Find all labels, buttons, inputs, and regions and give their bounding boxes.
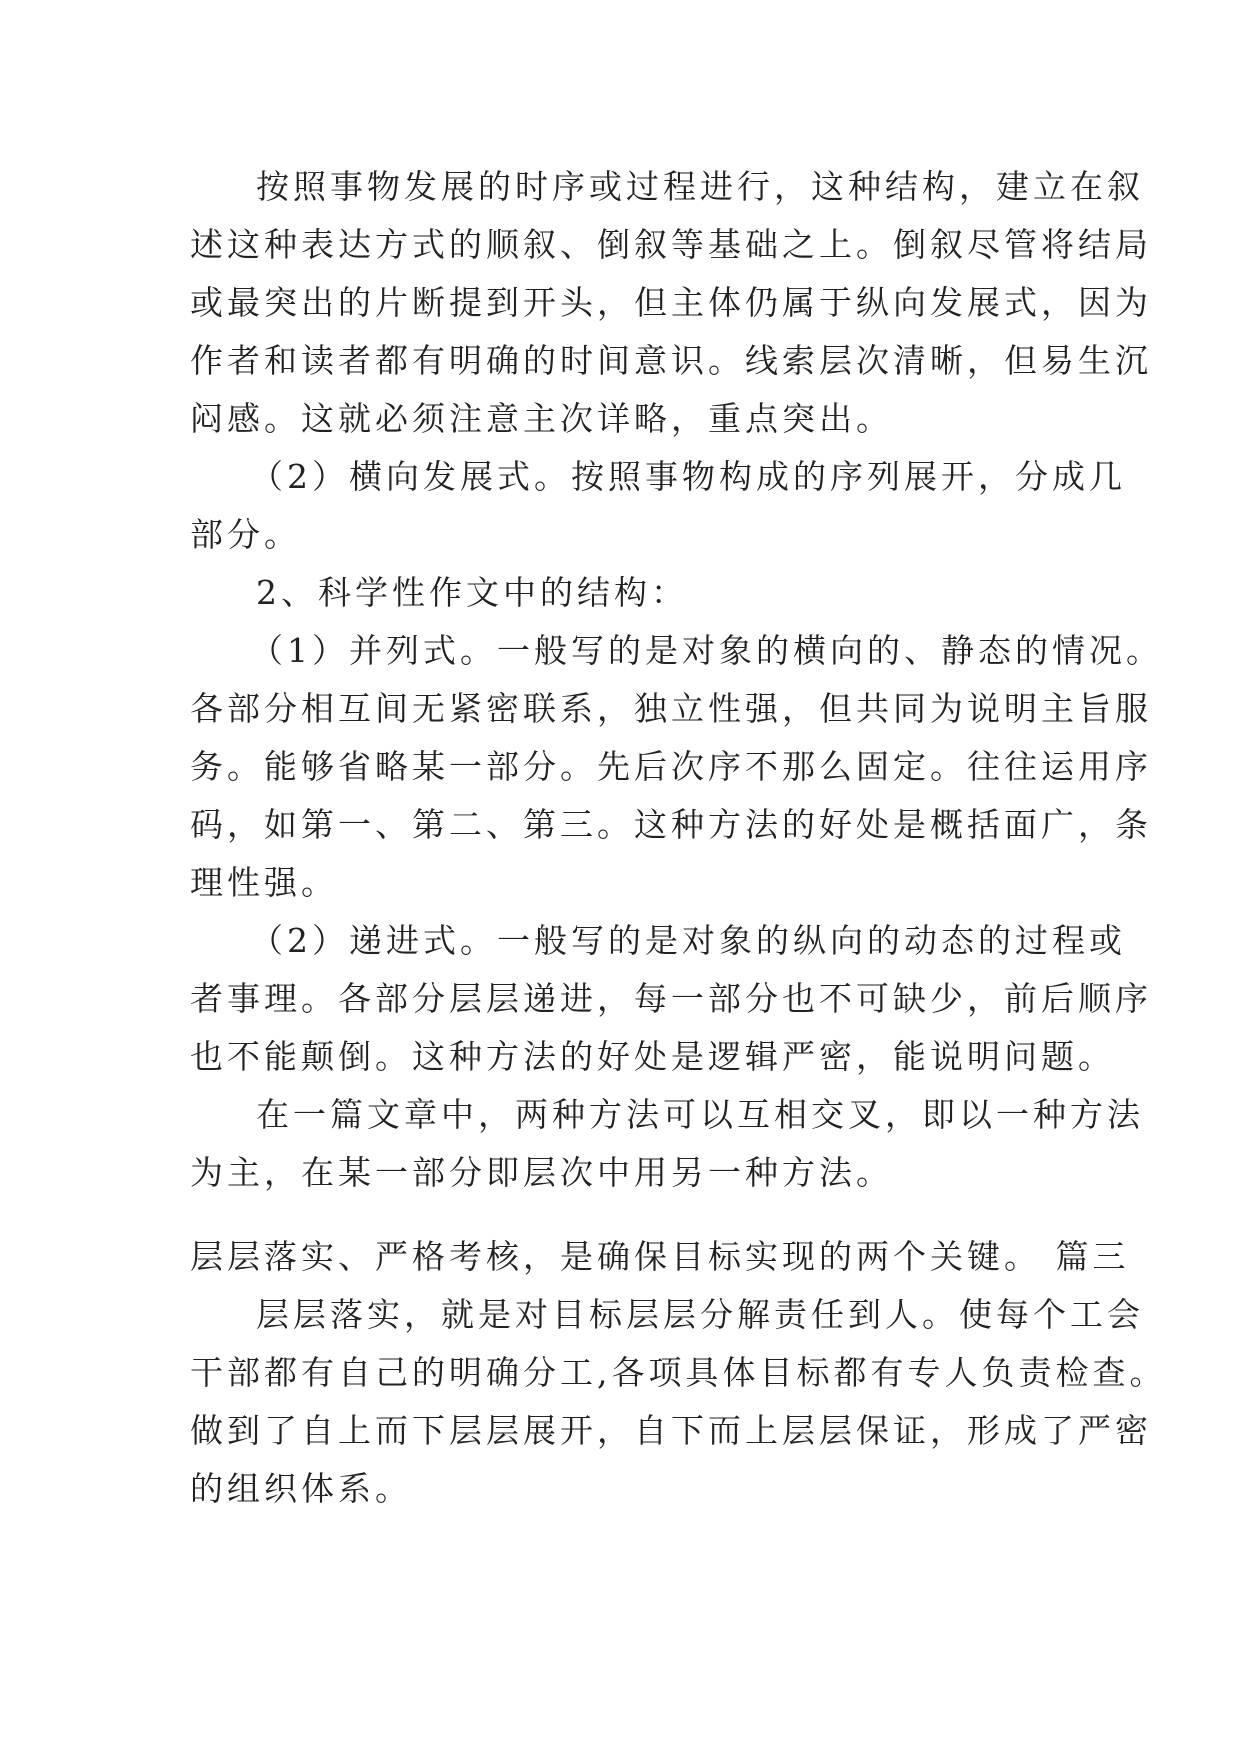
text-line: 闷感。这就必须注意主次详略，重点突出。 bbox=[190, 399, 893, 438]
text-line: 或最突出的片断提到开头，但主体仍属于纵向发展式，因为 bbox=[190, 283, 1152, 322]
paragraph-parallel-style bbox=[190, 622, 1163, 912]
text-line: 部分。 bbox=[190, 515, 301, 554]
text-line: 码，如第一、第二、第三。这种方法的好处是概括面广，条 bbox=[190, 805, 1152, 844]
text-line: 理性强。 bbox=[190, 863, 338, 902]
text-line: （2）递进式。一般写的是对象的纵向的动态的过程或 bbox=[250, 921, 1126, 960]
text-line: 的组织体系。 bbox=[190, 1469, 412, 1508]
section-structure-types bbox=[190, 158, 1163, 1202]
heading-line: 层层落实、严格考核，是确保目标实现的两个关键。 篇三 bbox=[190, 1237, 1130, 1276]
text-line: （2）横向发展式。按照事物构成的序列展开，分成几 bbox=[250, 457, 1126, 496]
paragraph-combined-methods bbox=[190, 1086, 1144, 1202]
text-line: （1）并列式。一般写的是对象的横向的、静态的情况。 bbox=[250, 631, 1163, 670]
section-heading bbox=[190, 1228, 1130, 1286]
text-line: 层层落实，就是对目标层层分解责任到人。使每个工会 bbox=[256, 1295, 1144, 1334]
paragraph-horizontal-development bbox=[190, 448, 1126, 564]
paragraph-scientific-structure-heading bbox=[190, 564, 1060, 622]
section-implementation bbox=[190, 1228, 1167, 1518]
text-line: 做到了自上而下层层展开，自下而上层层保证，形成了严密 bbox=[190, 1411, 1152, 1450]
text-line: 也不能颠倒。这种方法的好处是逻辑严密，能说明问题。 bbox=[190, 1037, 1115, 1076]
text-line: 在一篇文章中，两种方法可以互相交叉，即以一种方法 bbox=[256, 1095, 1144, 1134]
text-line: 者事理。各部分层层递进，每一部分也不可缺少，前后顺序 bbox=[190, 979, 1152, 1018]
paragraph-layered-implementation bbox=[190, 1286, 1167, 1518]
text-line: 作者和读者都有明确的时间意识。线索层次清晰，但易生沉 bbox=[190, 341, 1152, 380]
text-line: 为主，在某一部分即层次中用另一种方法。 bbox=[190, 1153, 893, 1192]
text-line: 2、科学性作文中的结构： bbox=[256, 573, 688, 612]
text-line: 干部都有自己的明确分工,各项具体目标都有专人负责检查。 bbox=[190, 1353, 1167, 1392]
paragraph-progressive-style bbox=[190, 912, 1152, 1086]
text-line: 各部分相互间无紧密联系，独立性强，但共同为说明主旨服 bbox=[190, 689, 1152, 728]
text-line: 述这种表达方式的顺叙、倒叙等基础之上。倒叙尽管将结局 bbox=[190, 225, 1152, 264]
text-line: 务。能够省略某一部分。先后次序不那么固定。往往运用序 bbox=[190, 747, 1152, 786]
text-line: 按照事物发展的时序或过程进行，这种结构，建立在叙 bbox=[256, 167, 1144, 206]
paragraph-vertical-development bbox=[190, 158, 1152, 448]
